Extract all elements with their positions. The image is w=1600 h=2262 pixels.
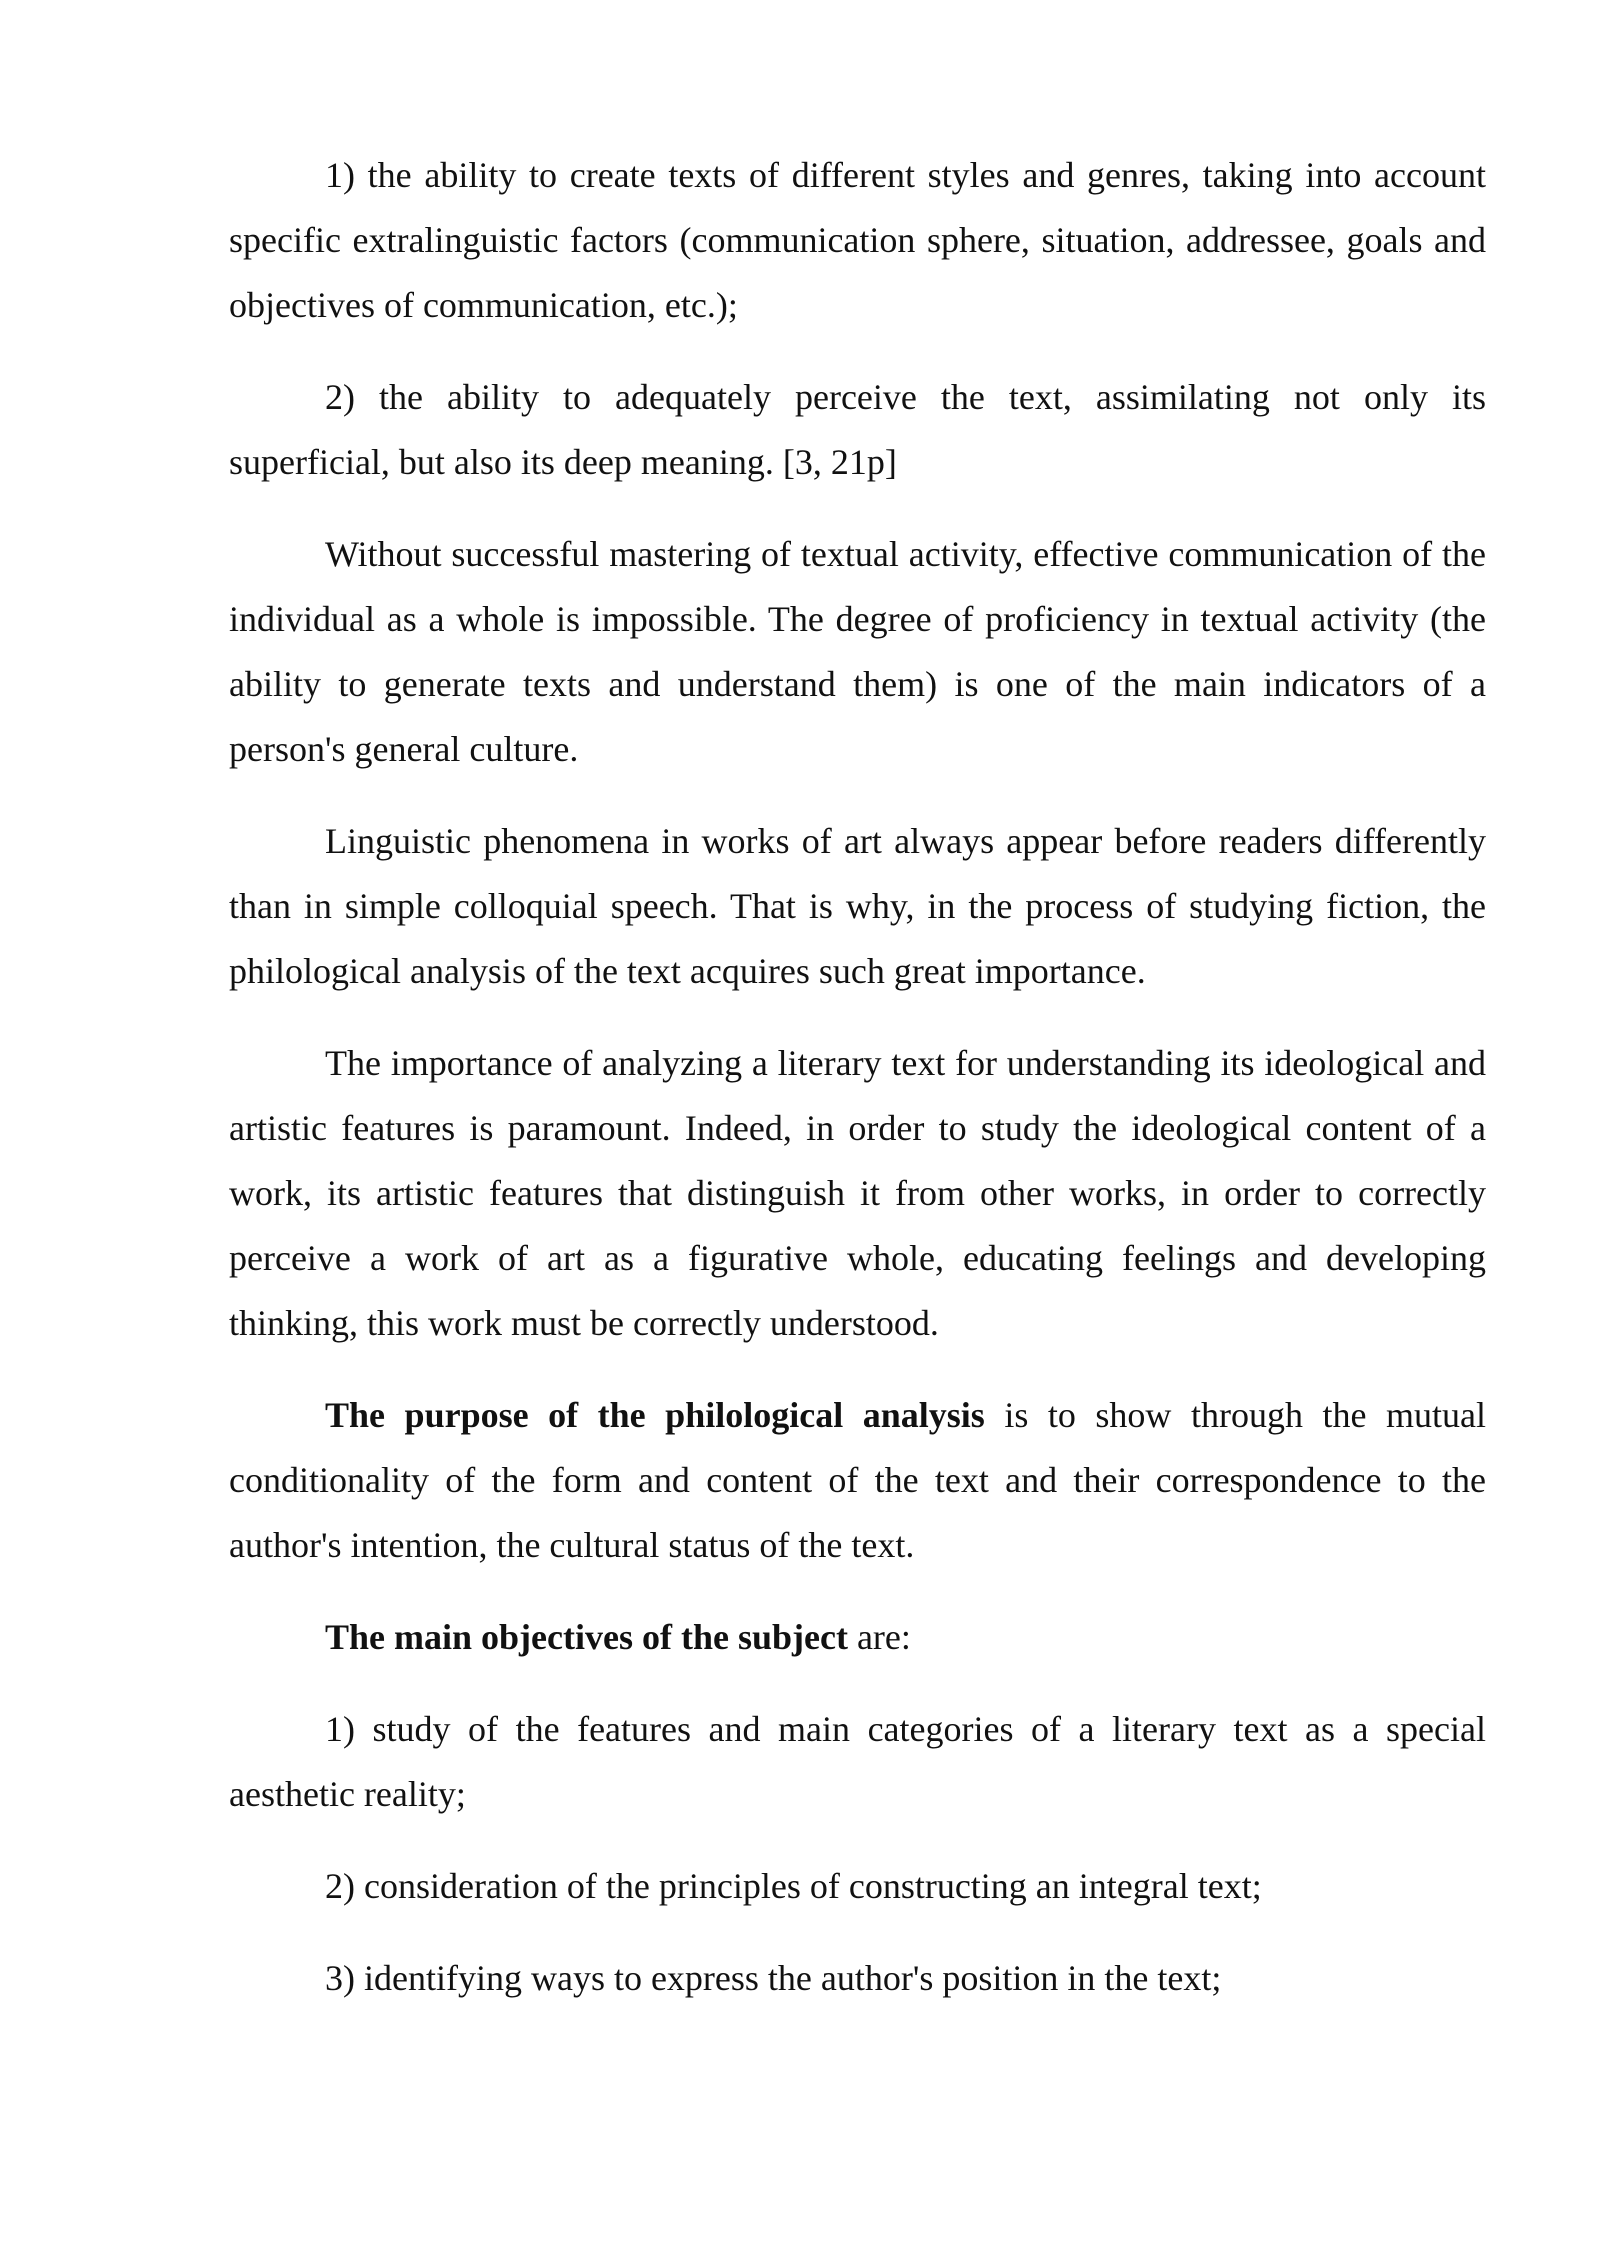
paragraph-text: The importance of analyzing a literary text for understanding its ideological and artistic features is paramount. Indeed, in order to study the ideological content of a work, its artistic features that distinguish it from other works, in order to correctly perceive a work of art as a figurative whole, educating feelings and developing thinking, this work must be correctly understood. xyxy=(229,1043,1486,1343)
paragraph-text: 1) the ability to create texts of different styles and genres, taking into account specific extralinguistic factors (communication sphere, situation, addressee, goals and objectives of communication, etc.); xyxy=(229,155,1486,325)
paragraph-text: is to show through the mutual conditionality of the form and content of the text and their correspondence to the author's intention, the cultural status of the text. xyxy=(229,1395,1486,1565)
paragraph-list-item-2 xyxy=(229,365,1486,495)
paragraph-textual-activity xyxy=(229,522,1486,782)
paragraph-objective-2 xyxy=(229,1854,1486,1919)
paragraph-bold-lead: The purpose of the philological analysis xyxy=(325,1395,985,1435)
paragraph-text: Without successful mastering of textual activity, effective communication of the individual as a whole is impossible. The degree of proficiency in textual activity (the ability to generate texts and understand them) is one of the main indicators of a person's general culture. xyxy=(229,534,1486,769)
paragraph-text: are: xyxy=(847,1617,911,1657)
paragraph-linguistic-phenomena xyxy=(229,809,1486,1004)
paragraph-bold-lead: The main objectives of the subject xyxy=(325,1617,848,1657)
paragraph-text: Linguistic phenomena in works of art always appear before readers differently than in simple colloquial speech. That is why, in the process of studying fiction, the philological analysis of the text acquires such great importance. xyxy=(229,821,1486,991)
document-body xyxy=(229,143,1486,2038)
paragraph-text: 2) the ability to adequately perceive the text, assimilating not only its superficial, but also its deep meaning. [3, 21p] xyxy=(229,377,1486,482)
paragraph-text: 1) study of the features and main categories of a literary text as a special aesthetic reality; xyxy=(229,1709,1486,1814)
paragraph-text: 2) consideration of the principles of constructing an integral text; xyxy=(325,1866,1262,1906)
paragraph-purpose xyxy=(229,1383,1486,1578)
paragraph-objective-1 xyxy=(229,1697,1486,1827)
paragraph-objective-3 xyxy=(229,1946,1486,2011)
paragraph-text: 3) identifying ways to express the author's position in the text; xyxy=(325,1958,1222,1998)
paragraph-objectives-heading xyxy=(229,1605,1486,1670)
paragraph-list-item-1 xyxy=(229,143,1486,338)
paragraph-importance-of-analysis xyxy=(229,1031,1486,1356)
